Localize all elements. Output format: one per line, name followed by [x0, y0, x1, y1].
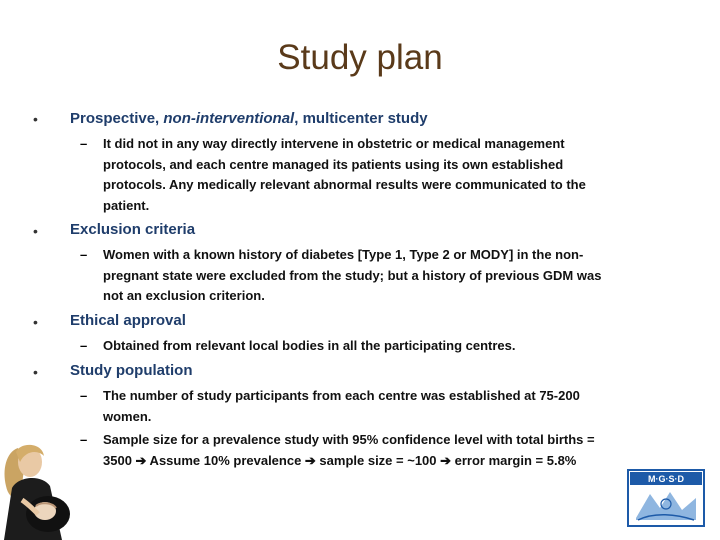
mgsd-logo: [626, 468, 706, 528]
sub-dash: –: [80, 136, 88, 151]
sub-ethics-text: Obtained from relevant local bodies in all the participating centres.: [103, 338, 516, 353]
sub-dash: –: [80, 338, 88, 353]
bullet-marker: •: [33, 314, 38, 330]
bullet-marker: •: [33, 111, 38, 127]
sub-sample-size-text: Sample size for a prevalence study with 95% confidence level with total births = 3500 ➔ Assume 10% prevalence ➔ sample size = ~100 ➔ error margin = 5.8%: [103, 432, 595, 468]
sub-dash: –: [80, 388, 88, 403]
bullet-marker: •: [33, 223, 38, 239]
sub-dash: –: [80, 247, 88, 262]
svg-text:M·G·S·D: M·G·S·D: [648, 474, 684, 484]
bullet-study-population: Study population: [70, 362, 193, 379]
sub-exclusion-text: Women with a known history of diabetes [Type 1, Type 2 or MODY] in the non- pregnant state were excluded from the study; but a history of previous GDM was not an exclusion criterion.: [103, 247, 602, 303]
bullet-study-design: Prospective, non-interventional, multicenter study: [70, 110, 428, 127]
sub-participants-text: The number of study participants from each centre was established at 75-200 women.: [103, 388, 580, 424]
pregnant-woman-image: [0, 440, 90, 540]
sub-dash: –: [80, 432, 88, 447]
sub-intervention-text: It did not in any way directly intervene in obstetric or medical management protocols, and each centre managed its patients using its own established protocols. Any medically relevant abnormal results were communicated to the patient.: [103, 136, 586, 213]
bullet-ethical-approval: Ethical approval: [70, 312, 186, 329]
slide-title: Study plan: [277, 38, 443, 77]
bullet-exclusion-criteria: Exclusion criteria: [70, 221, 196, 238]
bullet-marker: •: [33, 364, 38, 380]
